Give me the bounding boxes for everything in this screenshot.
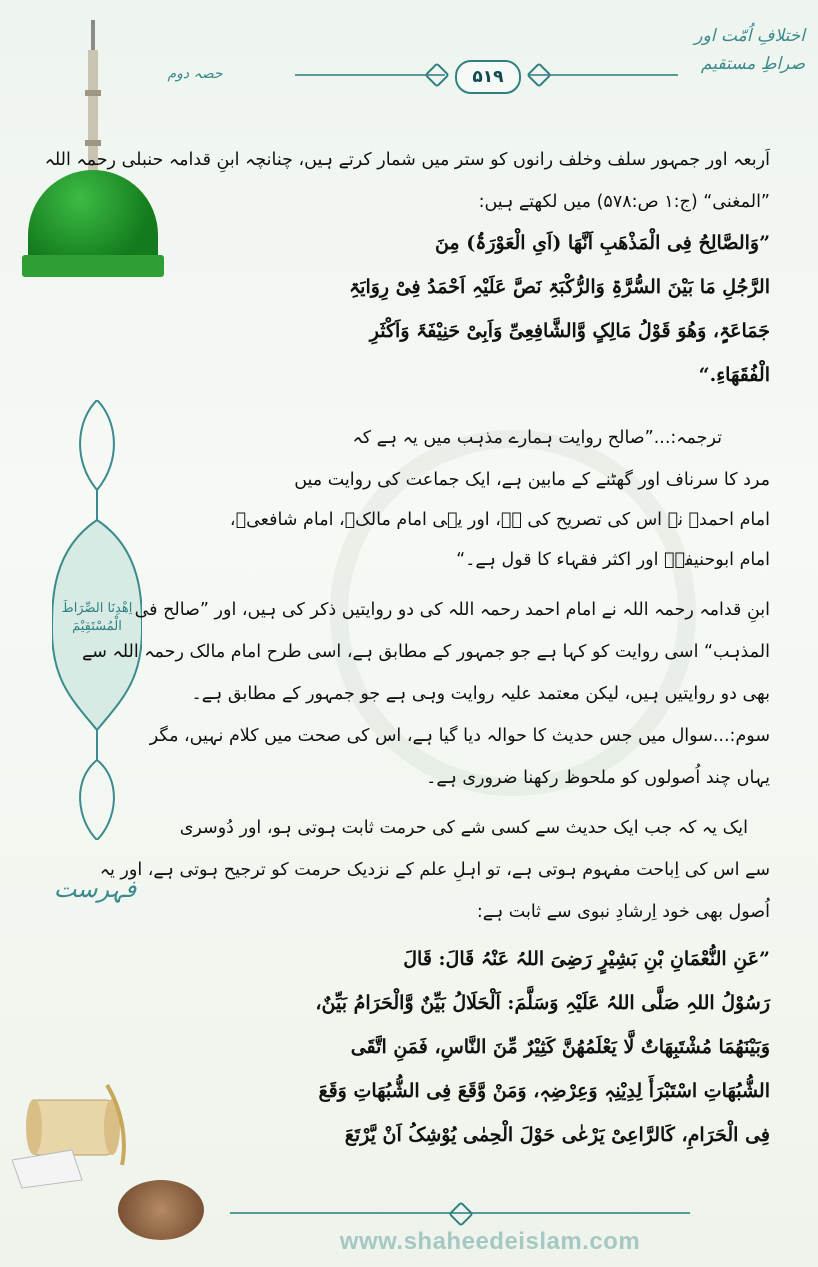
text-line: المذہب“ اسی روایت کو کہا ہے جو جمہور کے مطابق ہے، اسی طرح امام مالک رحمہ اللہ سے xyxy=(82,642,770,662)
arabic-line: فِی الْحَرَامِ، کَالرَّاعِیْ یَرْعٰی حَوْلَ الْحِمٰی یُوْشِکُ اَنْ یَّرْتَعَ xyxy=(344,1124,770,1146)
arabic-line: وَبَیْنَھُمَا مُشْتَبِھَاتٌ لَّا یَعْلَمُھُنَّ کَثِیْرٌ مِّنَ النَّاسِ، فَمَنِ اتَّقَی xyxy=(350,1036,770,1058)
text-line: اَربعہ اور جمہور سلف وخلف رانوں کو ستر میں شمار کرتے ہیں، چنانچہ ابنِ قدامہ حنبلی رحمہ اللہ xyxy=(44,150,770,170)
page-number: ۵۱۹ xyxy=(455,60,521,94)
arabic-line: رَسُوْلُ اللہِ صَلَّی اللہُ عَلَیْہِ وَسَلَّمَ: اَلْحَلَالُ بَیِّنٌ وَّالْحَرَامُ بَیِّنٌ، xyxy=(315,992,770,1014)
ornament-icon xyxy=(526,62,551,87)
arabic-line: جَمَاعَۃٍ، وَھُوَ قَوْلُ مَالِکٍ وَّالشَّافِعِیِّ وَاَبِیْ حَنِیْفَۃَ وَاَکْثَرِ xyxy=(369,320,770,342)
text-line: امام ابوحنیفہؒ اور اکثر فقہاء کا قول ہے۔“ xyxy=(456,550,770,570)
arabic-line: ”عَنِ النُّعْمَانِ بْنِ بَشِیْرٍ رَضِیَ اللہُ عَنْہُ قَالَ: قَالَ xyxy=(403,948,770,970)
text-line: ابنِ قدامہ رحمہ اللہ نے امام احمد رحمہ اللہ کی دو روایتیں ذکر کی ہیں، اور ”صالح فی xyxy=(134,600,770,620)
text-line: ایک یہ کہ جب ایک حدیث سے کسی شے کی حرمت ثابت ہوتی ہو، اور دُوسری xyxy=(179,818,748,838)
arabic-line: ”وَالصَّالِحُ فِی الْمَذْھَبِ اَنَّھَا (اَیِ الْعَوْرَۃُ) مِنَ xyxy=(434,232,770,254)
book-title: اختلافِ اُمّت اور صراطِ مستقیم xyxy=(694,26,805,74)
ornament-icon xyxy=(424,62,449,87)
arabic-line: الرَّجُلِ مَا بَیْنَ السُّرَّۃِ وَالرُّکْبَۃِ نَصَّ عَلَیْہِ اَحْمَدُ فِیْ رِوَایَۃِ xyxy=(349,276,770,298)
text-line: امام احمدؒ نے اس کی تصریح کی ہے، اور یہی امام مالکؒ، امام شافعیؒ، xyxy=(229,510,770,530)
text-line: سوم:...سوال میں جس حدیث کا حوالہ دیا گیا ہے، اس کی صحت میں کلام نہیں، مگر xyxy=(149,726,770,746)
text-line: اُصول بھی خود اِرشادِ نبوی سے ثابت ہے: xyxy=(476,902,770,922)
part-label: حصہ دوم xyxy=(167,66,223,82)
ornament-icon xyxy=(448,1201,473,1226)
scroll-and-quill-icon xyxy=(12,1080,147,1190)
text-line: مرد کا سرناف اور گھٹنے کے مابین ہے، ایک جماعت کی روایت میں xyxy=(294,470,770,490)
text-line: بھی دو روایتیں ہیں، لیکن معتمد علیہ روایت وہی ہے جو جمہور کے مطابق ہے۔ xyxy=(191,684,770,704)
text-line: ترجمہ:...”صالح روایت ہمارے مذہب میں یہ ہے کہ xyxy=(352,428,722,448)
text-line: سے اس کی اِباحت مفہوم ہوتی ہے، تو اہلِ علم کے نزدیک حرمت کو ترجیح ہوتی ہے، اور یہ xyxy=(99,860,770,880)
dome-base xyxy=(22,255,164,277)
arabic-line: الْفُقَھَاءِ.“ xyxy=(698,364,770,386)
green-dome-icon xyxy=(28,170,158,265)
website-link[interactable]: www.shaheedeislam.com xyxy=(339,1228,641,1255)
header-rule-left xyxy=(295,74,445,76)
arabic-line: الشُّبُھَاتِ اسْتَبْرَأَ لِدِیْنِہٖ وَعِرْضِہٖ، وَمَنْ وَّقَعَ فِی الشُّبُھَاتِ وَقَعَ xyxy=(318,1080,770,1102)
contents-link[interactable]: فہرست xyxy=(53,875,137,903)
text-line: یہاں چند اُصولوں کو ملحوظ رکھنا ضروری ہے۔ xyxy=(426,768,770,788)
publisher-logo xyxy=(118,1180,204,1240)
text-line: ”المغنی“ (ج:۱ ص:۵۷۸) میں لکھتے ہیں: xyxy=(478,192,770,212)
medallion-text: اِھْدِنَا الصِّرَاطَ الْمُسْتَقِیْمَ xyxy=(61,601,133,634)
